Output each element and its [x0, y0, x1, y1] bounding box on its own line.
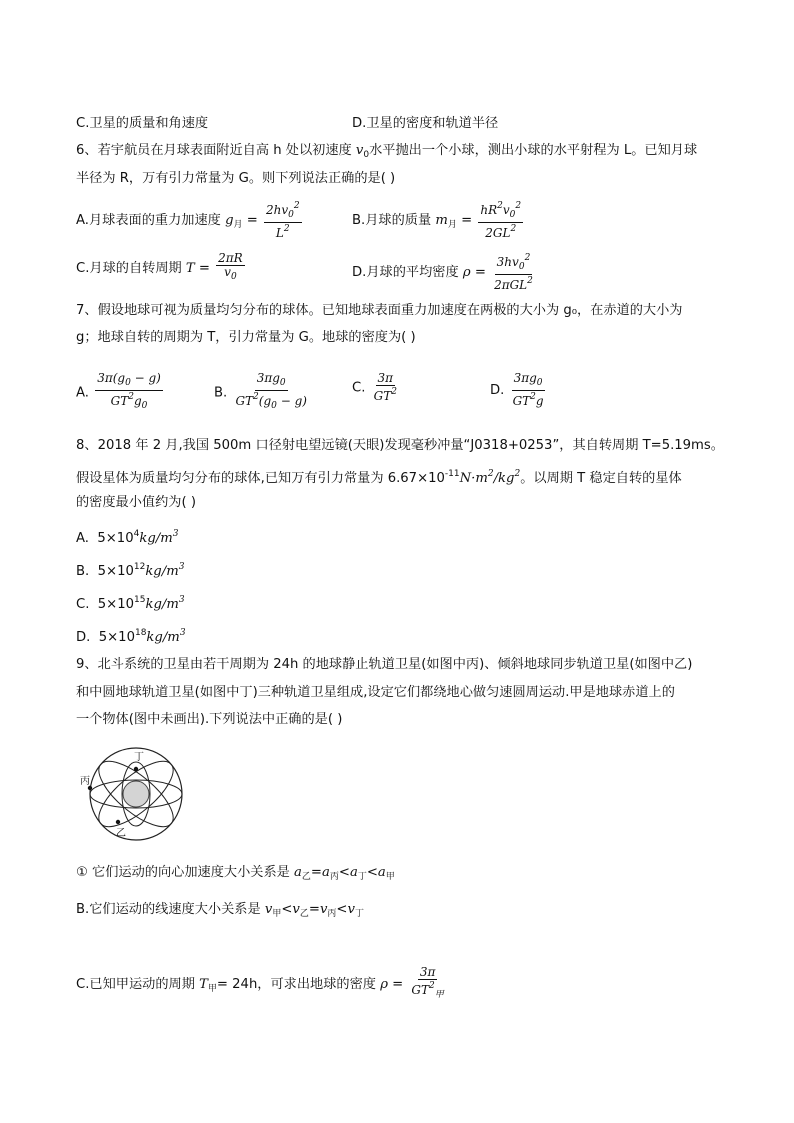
q6-option-b: B.月球的质量 $m_月$ = $\frac{hR^2v_0^2}{2GL^2}$ — [352, 201, 522, 240]
q9-stem-line3: 一个物体(图中未画出).下列说法中正确的是( ) — [76, 712, 343, 727]
q8-stem-line3: 的密度最小值约为( ) — [76, 495, 196, 510]
q7-stem-line2: g；地球自转的周期为 T，引力常量为 G。地球的密度为( ) — [76, 330, 416, 345]
q6-stem-line1: 6、若宇航员在月球表面附近自高 h 处以初速度 $v_0$水平抛出一个小球，测出小球的水平射程为 L。已知月球 — [76, 143, 698, 160]
q5-option-c: C.卫星的质量和角速度 — [76, 116, 209, 131]
q7-option-a: A. $\frac{3\pi(g_0 - g)}{GT^2g_0}$ — [76, 371, 161, 411]
q9-option-a: ① 它们运动的向心加速度大小关系是 $a_乙=a_丙<a_丁<a_甲$ — [76, 865, 395, 882]
q9-option-b: B.它们运动的线速度大小关系是 $v_甲<v_乙=v_丙<v_丁$ — [76, 902, 364, 919]
q8-stem-line2: 假设星体为质量均匀分布的球体,已知万有引力常量为 $6.67\times 10^{-11}N\cdot m^2/kg^2$。以周期 T 稳定自转的星体 — [76, 469, 682, 486]
q8-option-d: D. $5\times 10^{18}kg/m^3$ — [76, 628, 186, 645]
q6-option-c: C.月球的自转周期 T = $\frac{2\pi R}{v_0}$ — [76, 251, 243, 282]
q8-stem-line1: 8、2018 年 2 月,我国 500m 口径射电望远镜(天眼)发现毫秒冲量“J0318+0253”，其自转周期 T=5.19ms。 — [76, 438, 724, 453]
q8-option-c: C. $5\times 10^{15}kg/m^3$ — [76, 595, 185, 612]
q9-stem-line2: 和中圆地球轨道卫星(如图中丁)三种轨道卫星组成,设定它们都绕地心做匀速圆周运动.甲是地球赤道上的 — [76, 685, 675, 700]
q9-option-c: C.已知甲运动的周期 $T_甲= 24h$，可求出地球的密度 ρ = $\frac{3\pi}{GT^2_甲}$ — [76, 965, 444, 1000]
label-bing: 丙 — [80, 776, 90, 787]
q9-stem-line1: 9、北斗系统的卫星由若干周期为 24h 的地球静止轨道卫星(如图中丙)、倾斜地球同步轨道卫星(如图中乙) — [76, 657, 693, 672]
q6-stem-line2: 半径为 R，万有引力常量为 G。则下列说法正确的是( ) — [76, 171, 396, 186]
q7-option-c: C. $\frac{3\pi}{GT^2}$ — [352, 371, 397, 403]
earth — [123, 781, 149, 807]
q7-option-b: B. $\frac{3\pi g_0}{GT^2(g_0 - g)}$ — [214, 371, 307, 411]
satellite-yi — [116, 820, 120, 824]
q5-option-d: D.卫星的密度和轨道半径 — [352, 116, 499, 131]
satellite-ding — [134, 767, 138, 771]
q7-stem-line1: 7、假设地球可视为质量均匀分布的球体。已知地球表面重力加速度在两极的大小为 g₀，在赤道的大小为 — [76, 303, 683, 318]
orbit-diagram — [76, 744, 196, 844]
q8-option-b: B. $5\times 10^{12}kg/m^3$ — [76, 562, 185, 579]
label-ding: 丁 — [134, 752, 144, 763]
q6-option-d: D.月球的平均密度 ρ = $\frac{3hv_0^2}{2\pi GL^2}$ — [352, 253, 533, 292]
q8-option-a: A. $5\times 10^4kg/m^3$ — [76, 529, 179, 546]
label-yi: 乙 — [116, 828, 126, 839]
q6-option-a: A.月球表面的重力加速度 $g_月$ = $\frac{2hv_0^2}{L^2}$ — [76, 201, 300, 240]
q7-option-d: D. $\frac{3\pi g_0}{GT^2g}$ — [490, 371, 544, 408]
